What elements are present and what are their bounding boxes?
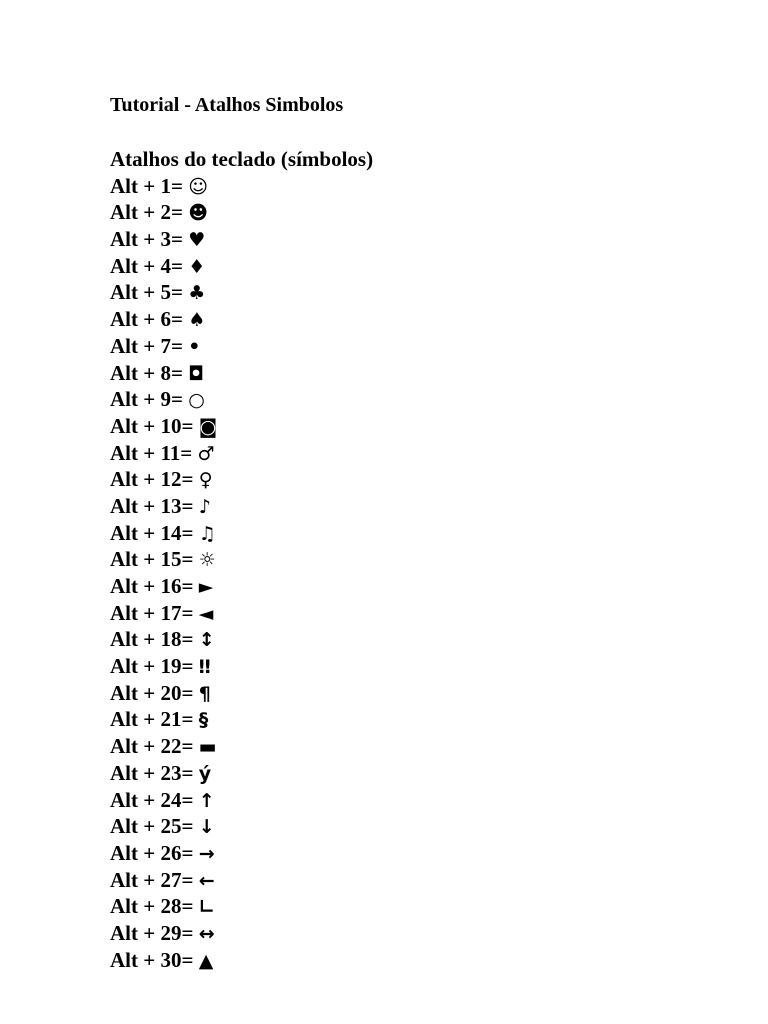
shortcut-symbol: • bbox=[188, 335, 201, 358]
shortcut-row bbox=[110, 706, 730, 733]
shortcut-keys: Alt + 2= bbox=[110, 200, 183, 225]
shortcut-row bbox=[110, 306, 730, 333]
shortcut-row bbox=[110, 333, 730, 360]
shortcut-symbol: ‼ bbox=[198, 656, 211, 679]
shortcut-row bbox=[110, 173, 730, 200]
shortcut-row bbox=[110, 840, 730, 867]
shortcut-keys: Alt + 15= bbox=[110, 547, 194, 572]
shortcut-symbol: ▲ bbox=[198, 949, 214, 972]
shortcut-keys: Alt + 8= bbox=[110, 360, 183, 385]
shortcut-symbol: ◙ bbox=[198, 415, 218, 438]
shortcut-row bbox=[110, 947, 730, 974]
shortcut-keys: Alt + 5= bbox=[110, 280, 183, 305]
shortcut-symbol: ý bbox=[198, 762, 212, 785]
shortcut-row bbox=[110, 733, 730, 760]
shortcut-symbol: ► bbox=[198, 576, 214, 599]
shortcut-row bbox=[110, 546, 730, 573]
shortcut-symbol: → bbox=[198, 842, 215, 865]
shortcut-keys: Alt + 3= bbox=[110, 227, 183, 252]
shortcut-keys: Alt + 12= bbox=[110, 467, 194, 492]
shortcut-symbol: ☺ bbox=[188, 175, 208, 198]
shortcut-row bbox=[110, 520, 730, 547]
shortcut-symbol: ☻ bbox=[188, 202, 208, 225]
shortcut-row bbox=[110, 893, 730, 920]
shortcut-row bbox=[110, 493, 730, 520]
shortcut-row bbox=[110, 626, 730, 653]
shortcut-row bbox=[110, 279, 730, 306]
shortcut-row bbox=[110, 413, 730, 440]
shortcut-keys: Alt + 29= bbox=[110, 920, 194, 945]
shortcut-keys: Alt + 22= bbox=[110, 734, 194, 759]
shortcut-row bbox=[110, 813, 730, 840]
shortcut-keys: Alt + 11= bbox=[110, 440, 193, 465]
shortcut-symbol: ◘ bbox=[188, 362, 205, 385]
shortcut-row bbox=[110, 760, 730, 787]
shortcut-symbol: ♫ bbox=[198, 522, 216, 545]
shortcut-row bbox=[110, 867, 730, 894]
shortcut-keys: Alt + 30= bbox=[110, 947, 194, 972]
shortcut-symbol: ♣ bbox=[188, 282, 206, 305]
shortcut-symbol: ♀ bbox=[198, 469, 213, 492]
shortcut-row bbox=[110, 360, 730, 387]
shortcut-symbol: ○ bbox=[188, 389, 205, 412]
shortcut-symbol: ∟ bbox=[198, 896, 215, 919]
shortcut-symbol: § bbox=[198, 709, 209, 732]
shortcut-symbol: ♦ bbox=[188, 255, 206, 278]
shortcut-keys: Alt + 25= bbox=[110, 814, 194, 839]
shortcut-symbol: ¶ bbox=[198, 682, 211, 705]
shortcut-symbol: ↓ bbox=[198, 816, 215, 839]
shortcut-row bbox=[110, 226, 730, 253]
shortcut-keys: Alt + 4= bbox=[110, 253, 183, 278]
shortcut-keys: Alt + 6= bbox=[110, 307, 183, 332]
shortcut-keys: Alt + 16= bbox=[110, 574, 194, 599]
shortcut-row bbox=[110, 253, 730, 280]
shortcut-symbol: ♂ bbox=[197, 442, 215, 465]
shortcut-symbol: ↕ bbox=[198, 629, 215, 652]
shortcut-keys: Alt + 24= bbox=[110, 787, 194, 812]
shortcut-keys: Alt + 18= bbox=[110, 627, 194, 652]
shortcut-keys: Alt + 23= bbox=[110, 760, 194, 785]
shortcut-symbol: ↔ bbox=[198, 922, 215, 945]
shortcut-keys: Alt + 20= bbox=[110, 680, 194, 705]
shortcut-symbol: ♥ bbox=[188, 229, 206, 252]
shortcut-row bbox=[110, 440, 730, 467]
document-page bbox=[110, 92, 730, 973]
shortcut-keys: Alt + 28= bbox=[110, 894, 194, 919]
shortcut-row bbox=[110, 787, 730, 814]
shortcut-row bbox=[110, 466, 730, 493]
shortcut-keys: Alt + 19= bbox=[110, 654, 194, 679]
shortcut-keys: Alt + 7= bbox=[110, 333, 183, 358]
shortcut-row bbox=[110, 573, 730, 600]
shortcut-keys: Alt + 14= bbox=[110, 520, 194, 545]
section-heading: Atalhos do teclado (símbolos) bbox=[110, 147, 374, 171]
shortcut-keys: Alt + 10= bbox=[110, 413, 194, 438]
shortcut-keys: Alt + 17= bbox=[110, 600, 194, 625]
shortcut-keys: Alt + 1= bbox=[110, 173, 183, 198]
shortcut-row bbox=[110, 199, 730, 226]
shortcut-symbol: ↑ bbox=[198, 789, 215, 812]
shortcut-keys: Alt + 26= bbox=[110, 840, 194, 865]
shortcut-row bbox=[110, 600, 730, 627]
shortcut-row bbox=[110, 386, 730, 413]
shortcut-keys: Alt + 9= bbox=[110, 387, 183, 412]
document-title: Tutorial - Atalhos Simbolos bbox=[110, 94, 344, 116]
shortcut-symbol: ▬ bbox=[198, 736, 217, 759]
shortcut-symbol: ☼ bbox=[198, 549, 216, 572]
shortcut-row bbox=[110, 920, 730, 947]
shortcut-symbol: ♠ bbox=[188, 309, 206, 332]
shortcut-symbol: ♪ bbox=[198, 495, 211, 518]
shortcut-symbol: ◄ bbox=[198, 602, 214, 625]
shortcut-keys: Alt + 27= bbox=[110, 867, 194, 892]
shortcut-row bbox=[110, 653, 730, 680]
shortcut-row bbox=[110, 680, 730, 707]
shortcut-keys: Alt + 13= bbox=[110, 493, 194, 518]
shortcut-keys: Alt + 21= bbox=[110, 707, 194, 732]
shortcut-list bbox=[110, 173, 730, 974]
shortcut-symbol: ← bbox=[198, 869, 215, 892]
